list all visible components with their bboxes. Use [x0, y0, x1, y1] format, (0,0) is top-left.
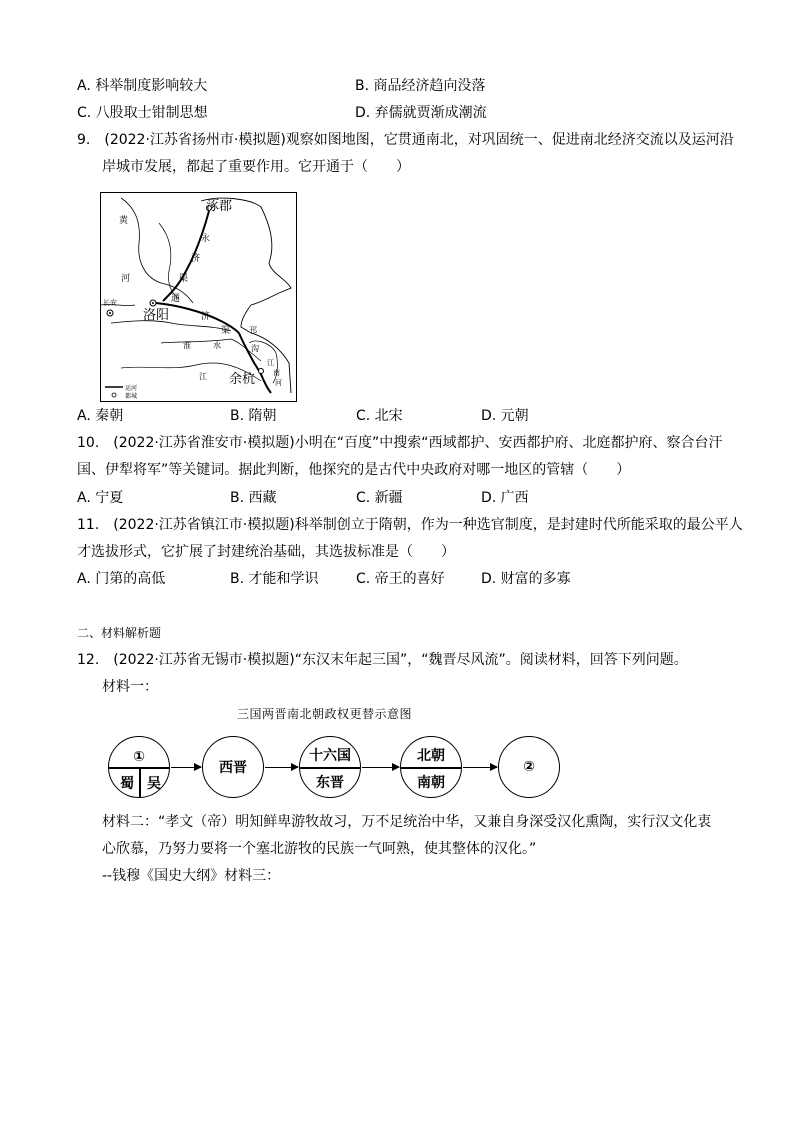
material2-line1: 材料二：“孝文（帝）明知鲜卑游牧故习，万不足统治中华，又兼自身深受汉化熏陶，实行汉文化衷	[102, 814, 712, 830]
circle3-top: 十六国	[309, 748, 351, 764]
circle-blank-2	[498, 736, 560, 798]
circle1-wu: 吴	[147, 776, 161, 792]
q8-option-a: A. 科举制度影响较大	[77, 78, 208, 94]
label-huai-1: 淮	[183, 341, 191, 350]
material2-source: --钱穆《国史大纲》材料三：	[102, 868, 281, 884]
label-jiang: 江	[199, 372, 207, 381]
label-hanggou-1: 邗	[249, 326, 257, 335]
label-yongji-1: 永	[201, 234, 211, 244]
q8-option-d: D. 弃儒就贾渐成潮流	[355, 105, 487, 121]
arrow-4	[463, 767, 497, 768]
legend-canal: 运河	[125, 385, 138, 392]
label-jiangnan-3: 河	[275, 379, 282, 387]
circle4-bottom: 南朝	[417, 775, 445, 791]
canal-map	[100, 192, 297, 402]
q12-stem: 12. (2022·江苏省无锡市·模拟题)“东汉末年起三国”，“魏晋尽风流”。阅读材料，回答下列问题。	[77, 652, 688, 668]
diagram-title: 三国两晋南北朝政权更替示意图	[237, 707, 413, 721]
q10-option-b: B. 西藏	[230, 490, 277, 506]
label-tongji-1: 通	[171, 294, 181, 304]
legend-city: 都城	[125, 393, 138, 400]
label-yuhang: 余杭	[229, 372, 256, 387]
q9-option-b: B. 隋朝	[230, 408, 277, 424]
label-hanggou-2: 沟	[251, 344, 259, 353]
label-he-2: 河	[121, 274, 131, 284]
circle5-label: ②	[523, 759, 535, 775]
q10-option-c: C. 新疆	[356, 490, 403, 506]
label-changan: 长安	[103, 299, 117, 307]
circle3-bottom: 东晋	[316, 775, 344, 791]
material1-label: 材料一：	[102, 679, 158, 695]
q11-option-d: D. 财富的多寡	[481, 571, 571, 587]
q11-option-b: B. 才能和学识	[230, 571, 319, 587]
q10-option-a: A. 宁夏	[77, 490, 124, 506]
arrow-2	[265, 767, 298, 768]
q9-stem-line1: 9. (2022·江苏省扬州市·模拟题)观察如图地图，它贯通南北，对巩固统一、促进南北经济交流以及运河沿	[77, 132, 734, 148]
q9-option-c: C. 北宋	[356, 408, 403, 424]
circle4-top: 北朝	[417, 748, 445, 764]
q11-stem-line2: 才选拔形式，它扩展了封建统治基础，其选拔标准是（ ）	[77, 544, 455, 560]
q11-option-a: A. 门第的高低	[77, 571, 166, 587]
label-jiangnan-2: 南	[273, 369, 280, 377]
q9-option-a: A. 秦朝	[77, 408, 124, 424]
q11-option-c: C. 帝王的喜好	[356, 571, 445, 587]
label-yongji-3: 渠	[179, 274, 189, 284]
circle-sixteen-kingdoms	[299, 736, 361, 798]
label-yongji-2: 济	[191, 254, 201, 264]
circle-northern-southern	[400, 736, 462, 798]
arrow-3	[362, 767, 399, 768]
circle1-shu: 蜀	[120, 776, 134, 792]
q8-option-c: C. 八股取士钳制思想	[77, 105, 208, 121]
q9-stem-line2: 岸城市发展，都起了重要作用。它开通于（ ）	[102, 159, 410, 175]
q9-option-d: D. 元朝	[481, 408, 529, 424]
q11-stem-line1: 11. (2022·江苏省镇江市·模拟题)科举制创立于隋朝，作为一种选官制度，是封建时代所能采取的最公平人	[77, 517, 743, 533]
label-jiangnan-1: 江	[267, 359, 274, 367]
circle-three-kingdoms	[108, 736, 170, 798]
section-title: 二、材料解析题	[77, 626, 162, 640]
arrow-1	[171, 767, 201, 768]
q10-stem-line2: 国、伊犁将军”等关键词。据此判断，他探究的是古代中央政府对哪一地区的管辖（ ）	[77, 462, 631, 478]
material2-line2: 心欣慕，乃努力要将一个塞北游牧的民族一气呵熟，使其整体的汉化。”	[102, 841, 537, 857]
circle1-top: ①	[133, 749, 145, 765]
label-luoyang: 洛阳	[143, 308, 170, 323]
canal-map-svg	[101, 193, 296, 401]
label-he-1: 黄	[119, 216, 129, 226]
label-huai-2: 水	[213, 341, 221, 350]
label-tongji-3: 渠	[221, 326, 231, 336]
label-zhuojun: 涿郡	[206, 199, 233, 214]
circle2-label: 西晋	[219, 760, 247, 776]
q10-stem-line1: 10. (2022·江苏省淮安市·模拟题)小明在“百度”中搜索“西域都护、安西都护府、北庭都护府、察合台汗	[77, 435, 723, 451]
label-tongji-2: 济	[201, 312, 211, 322]
q10-option-d: D. 广西	[481, 490, 529, 506]
q8-option-b: B. 商品经济趋向没落	[355, 78, 486, 94]
circle-western-jin	[202, 736, 264, 798]
